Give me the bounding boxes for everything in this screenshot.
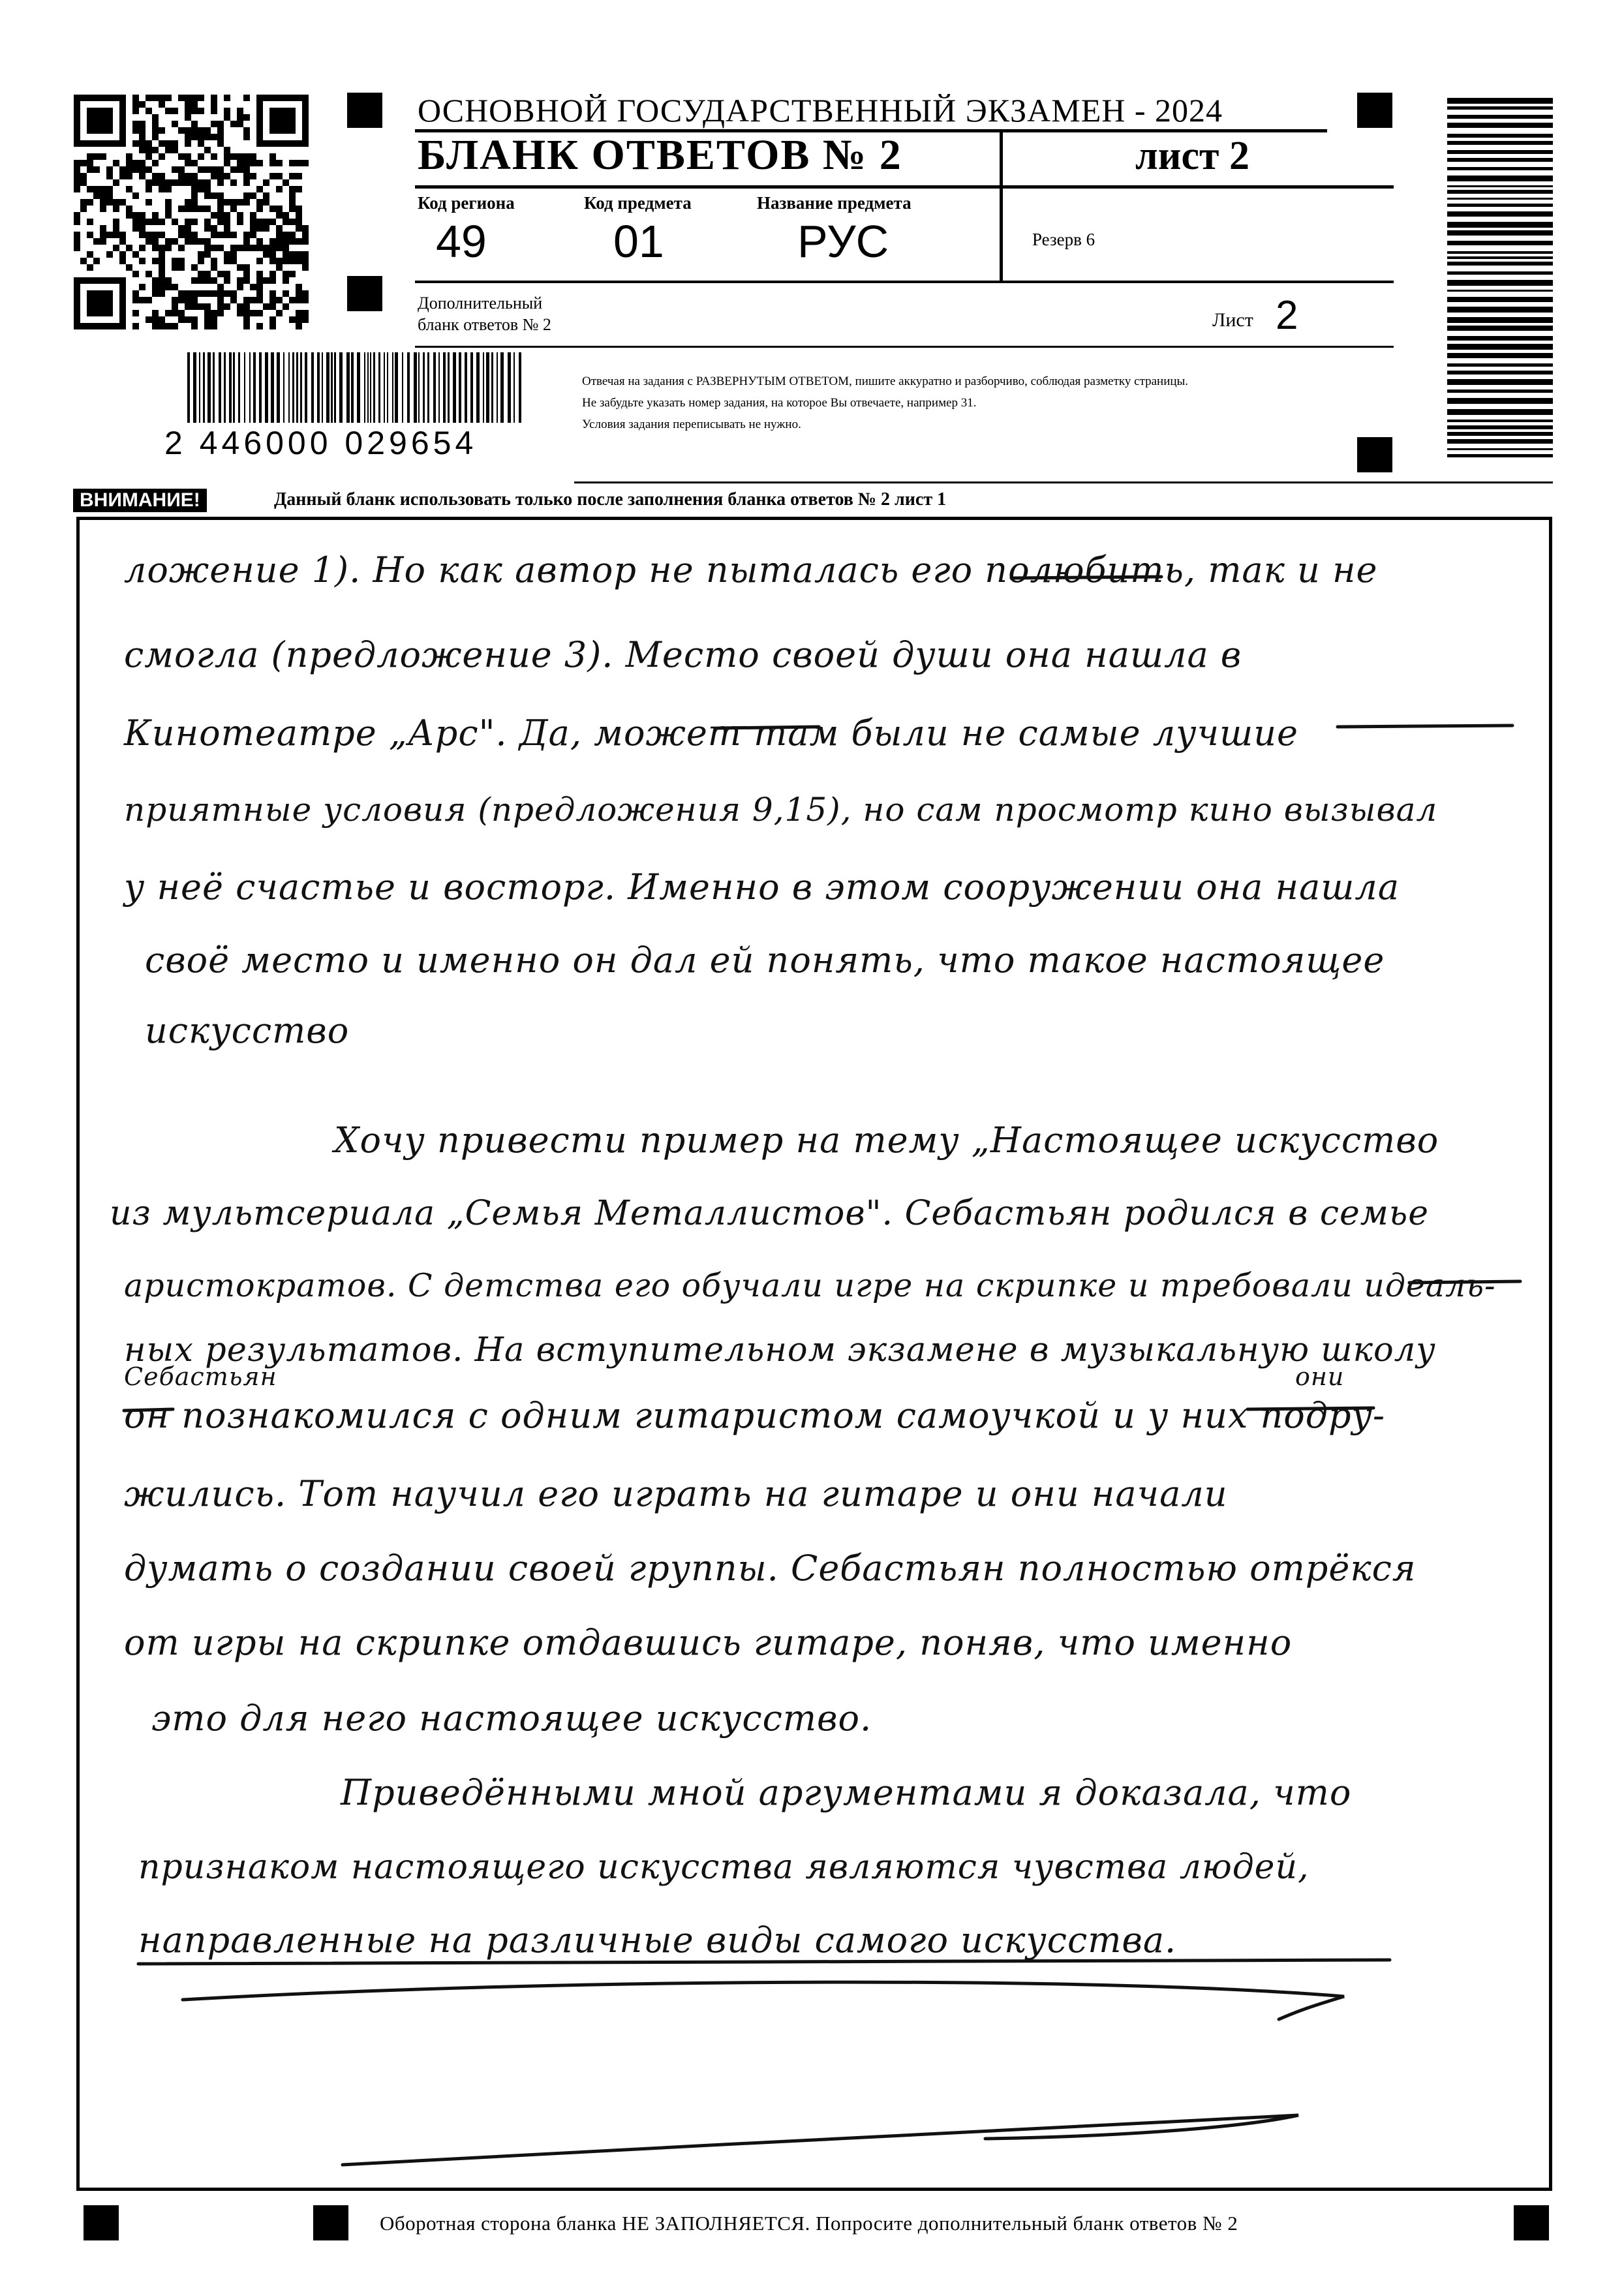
answer-line: искусство: [145, 1010, 350, 1051]
closing-line: [343, 2115, 1298, 2165]
region-code-value: 49: [436, 216, 487, 267]
answer-line: жились. Тот научил его играть на гитаре и они начали: [124, 1473, 1228, 1514]
list-label: Лист: [1212, 309, 1253, 331]
subject-name-label: Название предмета: [757, 193, 912, 213]
form-title: БЛАНК ОТВЕТОВ № 2: [418, 131, 902, 179]
subject-name-value: РУС: [797, 216, 889, 267]
strike-mark: [124, 1409, 173, 1411]
correction-insert: они: [1295, 1362, 1345, 1391]
sheet-label: лист 2: [1135, 134, 1249, 178]
footer-note: Оборотная сторона бланка НЕ ЗАПОЛНЯЕТСЯ. Попросите дополнительный бланк ответов № 2: [380, 2212, 1238, 2235]
closing-line: [183, 1982, 1344, 2019]
strike-mark: [1409, 1281, 1520, 1283]
answer-line: приятные условия (предложения 9,15), но сам просмотр кино вызывал: [124, 791, 1438, 829]
instruction-line: Не забудьте указать номер задания, на которое Вы отвечаете, например 31.: [582, 396, 977, 410]
registration-mark: [84, 2205, 119, 2240]
barcode-number: 2 446000 029654: [164, 425, 478, 461]
registration-mark: [1514, 2205, 1549, 2240]
attention-text: Данный бланк использовать только после заполнения бланка ответов № 2 лист 1: [274, 489, 947, 510]
answer-line: от игры на скрипке отдавшись гитаре, поняв, что именно: [124, 1622, 1293, 1663]
registration-mark: [313, 2205, 348, 2240]
instruction-line: Отвечая на задания с РАЗВЕРНУТЫМ ОТВЕТОМ, пишите аккуратно и разборчиво, соблюдая разметку страницы.: [582, 374, 1189, 388]
answer-line: Кинотеатре „Арс". Да, может там были не самые лучшие: [124, 712, 1298, 754]
subject-code-value: 01: [613, 216, 664, 267]
answer-line: он познакомился с одним гитаристом самоучкой и у них подру-: [124, 1395, 1386, 1436]
correction-insert: Себастьян: [124, 1362, 277, 1391]
answer-line: ложение 1). Но как автор не пыталась его полюбить, так и не: [124, 549, 1378, 590]
exam-title: ОСНОВНОЙ ГОСУДАРСТВЕННЫЙ ЭКЗАМЕН - 2024: [418, 92, 1223, 129]
answer-line: своё место и именно он дал ей понять, что такое настоящее: [145, 940, 1385, 981]
answer-line: смогла (предложение 3). Место своей души она нашла в: [124, 634, 1242, 675]
answer-line: признаком настоящего искусства являются чувства людей,: [138, 1848, 1310, 1887]
answer-line: это для него настоящее искусство.: [151, 1698, 872, 1739]
answer-line: Хочу привести пример на тему „Настоящее искусство: [334, 1120, 1439, 1161]
reserve-label: Резерв 6: [1032, 230, 1095, 249]
region-code-label: Код региона: [418, 193, 515, 213]
answer-line: думать о создании своей группы. Себастьян полностью отрёкся: [124, 1548, 1417, 1589]
answer-line: из мультсериала „Семья Металлистов". Себастьян родился в семье: [110, 1194, 1429, 1233]
strike-mark: [718, 727, 819, 728]
subject-code-label: Код предмета: [584, 193, 692, 213]
list-number: 2: [1276, 293, 1298, 338]
strike-mark: [1338, 726, 1512, 727]
answer-line: направленные на различные виды самого искусства.: [138, 1919, 1177, 1961]
answer-line: Приведёнными мной аргументами я доказала, что: [341, 1772, 1352, 1813]
answer-line: ных результатов. На вступительном экзамене в музыкальную школу: [124, 1331, 1436, 1369]
instruction-line: Условия задания переписывать не нужно.: [582, 418, 801, 431]
underline-mark: [138, 1960, 1390, 1964]
answer-line: аристократов. С детства его обучали игре на скрипке и требовали идеаль-: [124, 1267, 1496, 1304]
strike-mark: [1248, 1408, 1373, 1409]
strike-mark: [1011, 577, 1161, 578]
additional-label: Дополнительный бланк ответов № 2: [418, 294, 551, 334]
answer-line: у неё счастье и восторг. Именно в этом сооружении она нашла: [124, 866, 1400, 908]
attention-badge: ВНИМАНИЕ!: [73, 489, 207, 512]
